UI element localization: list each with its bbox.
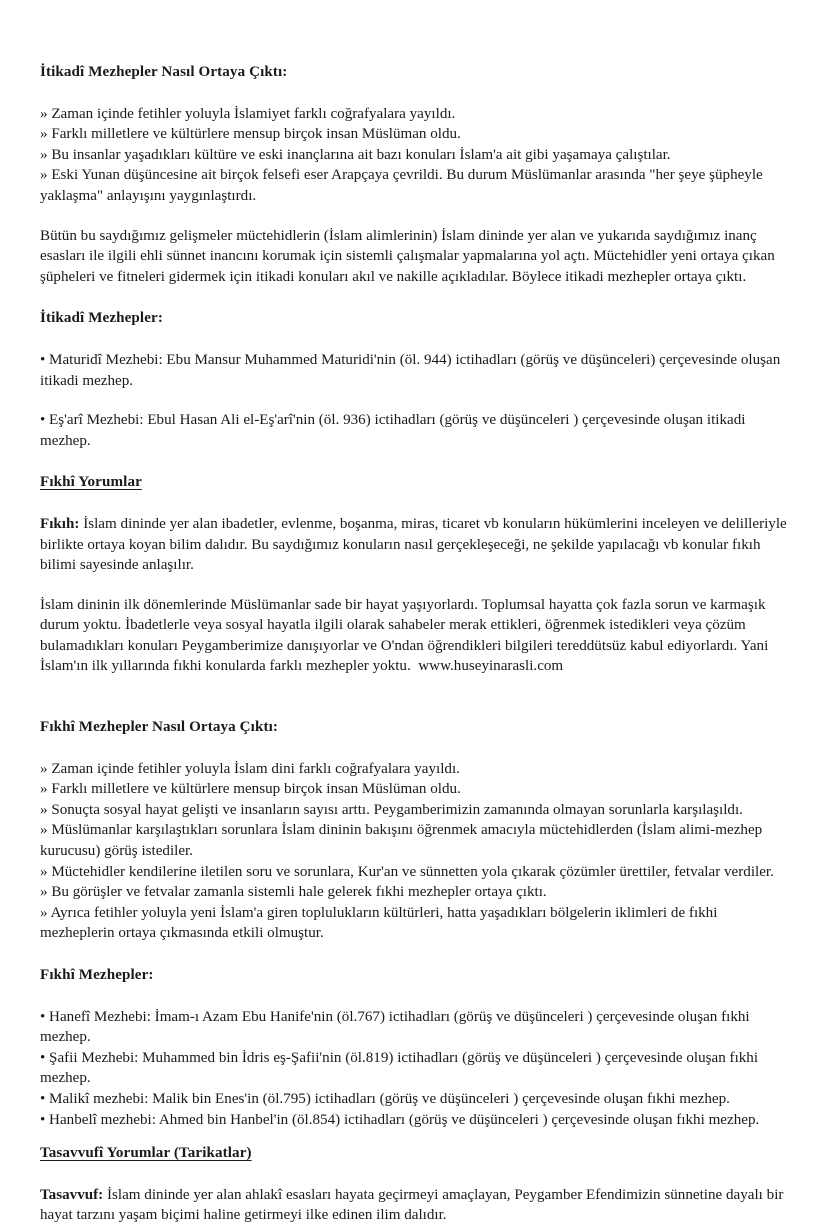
arrow-list-itikadi (40, 104, 790, 207)
list-item: » Zaman içinde fetihler yoluyla İslamiyet farklı coğrafyalara yayıldı. (40, 105, 456, 122)
spacer (40, 329, 790, 350)
heading-tasavvufi-yorumlar: Tasavvufî Yorumlar (Tarikatlar) (40, 1145, 252, 1162)
definition-tasavvuf (40, 1185, 790, 1226)
spacer (40, 677, 790, 698)
heading-fikhi-yorumlar: Fıkhî Yorumlar (40, 474, 142, 491)
list-item: » Sonuçta sosyal hayat gelişti ve insanların sayısı arttı. Peygamberimizin zamanında olmayan sorunlarla karşılaşıldı. (40, 801, 743, 818)
bullet-list-fikhi-mezhepler (40, 1007, 790, 1131)
list-item: • Hanbelî mezhebi: Ahmed bin Hanbel'in (öl.854) ictihadları (görüş ve düşünceleri ) çerçevesinde oluşan fıkhi mezhep. (40, 1111, 760, 1128)
list-item: » Zaman içinde fetihler yoluyla İslam dini farklı coğrafyalara yayıldı. (40, 760, 460, 777)
spacer (40, 83, 790, 104)
heading-itikadi-mezhepler: İtikadî Mezhepler: (40, 310, 163, 327)
list-item: » Müctehidler kendilerine iletilen soru ve sorunlara, Kur'an ve sünnetten yola çıkarak çözümler ürettiler, fetvalar verdiler. (40, 863, 774, 880)
spacer (40, 944, 790, 965)
spacer (40, 1130, 790, 1143)
list-item: » Farklı milletlere ve kültürlere mensup birçok insan Müslüman oldu. (40, 126, 461, 143)
spacer (40, 986, 790, 1007)
spacer (40, 391, 790, 410)
list-item: • Şafii Mezhebi: Muhammed bin İdris eş-Şafii'nin (öl.819) ictihadları (görüş ve düşünceleri ) çerçevesinde oluşan fıkhi mezhep. (40, 1049, 759, 1087)
list-item: » Bu insanlar yaşadıkları kültüre ve eski inançlarına ait bazı konuları İslam'a ait gibi yaşamaya çalıştılar. (40, 146, 671, 163)
list-item: » Eski Yunan düşüncesine ait birçok felsefi eser Arapçaya çevrildi. Bu durum Müslümanlar arasında "her şeye şüpheyle yaklaşma" anlayışını yaygınlaştırdı. (40, 167, 763, 204)
bullet-item-maturidi: • Maturidî Mezhebi: Ebu Mansur Muhammed Maturidi'nin (öl. 944) ictihadları (görüş ve düşünceleri) çerçevesinde oluşan itikadi mezhep. (40, 351, 781, 389)
heading-fikhi-mezhepler: Fıkhî Mezhepler: (40, 967, 154, 983)
list-item: » Müslümanlar karşılaştıkları sorunlara İslam dininin bakışını öğrenmek amacıyla müctehidlerden (İslam alimi-mezhep kurucusu) görüş istediler. (40, 822, 763, 860)
document-body (40, 62, 790, 1226)
heading-fikhi-nasil-ortaya-cikti: Fıkhî Mezhepler Nasıl Ortaya Çıktı: (40, 719, 278, 736)
paragraph-ilk-donem (40, 595, 790, 677)
definition-text-tasavvuf: İslam dininde yer alan ahlakî esasları hayata geçirmeyi amaçlayan, Peygamber Efendimizin sünnetine dayalı bir hayat tarzını yaşam biçimi haline getirmeyi ilke edinen ilim dalıdır. (40, 1186, 784, 1224)
definition-fikih (40, 514, 790, 576)
spacer (40, 451, 790, 472)
watermark-url: www.huseyinarasli.com (410, 658, 564, 675)
arrow-list-fikhi (40, 759, 790, 944)
definition-text-fikih: İslam dininde yer alan ibadetler, evlenme, boşanma, miras, ticaret vb konuların hükümlerini inceleyen ve delilleriyle birlikte ortaya koyan bilim dalıdır. Bu saydığımız konuların nasıl gerçekleşeceği, ne şekilde yapılacağı vb konular fıkıh bilimi sayesinde anlaşılır. (40, 515, 787, 574)
spacer (40, 1164, 790, 1185)
list-item: • Hanefî Mezhebi: İmam-ı Azam Ebu Hanife'nin (öl.767) ictihadları (görüş ve düşünceleri ) çerçevesinde oluşan fıkhi mezhep. (40, 1008, 750, 1046)
definition-term-tasavvuf: Tasavvuf: (40, 1186, 104, 1203)
spacer (40, 738, 790, 759)
list-item: » Farklı milletlere ve kültürlere mensup birçok insan Müslüman oldu. (40, 781, 461, 798)
spacer (40, 698, 790, 717)
definition-term-fikih: Fıkıh: (40, 515, 80, 532)
paragraph-text: İslam dininin ilk dönemlerinde Müslümanlar sade bir hayat yaşıyorlardı. Toplumsal hayatta çok fazla sorun ve karmaşık durum yoktu. İbadetlerle veya sosyal hayatla ilgili olarak sahabeler merak ettikleri, öğrenmek istedikleri veya çözüm bulamadıkları konuları Peygamberimize danışıyorlar ve O'ndan öğrendikleri bilgileri tereddütsüz kabul ediyorlardı. Yani İslam'ın ilk yıllarında fıkhi konularda farklı mezhepler yoktu. (40, 596, 769, 675)
spacer (40, 576, 790, 595)
list-item: • Malikî mezhebi: Malik bin Enes'in (öl.795) ictihadları (görüş ve düşünceleri ) çerçevesinde oluşan fıkhi mezhep. (40, 1090, 730, 1107)
bullet-item-esari: • Eş'arî Mezhebi: Ebul Hasan Ali el-Eş'arî'nin (öl. 936) ictihadları (görüş ve düşünceleri ) çerçevesinde oluşan itikadi mezhep. (40, 412, 746, 449)
paragraph-itikadi-aciklama: Bütün bu saydığımız gelişmeler müctehidlerin (İslam alimlerinin) İslam dininde yer alan ve yukarıda saydığımız inanç esasları ile ilgili ehli sünnet inancını korumak için sistemli çalışmalar yapmalarına yol açtı. Müctehidler yeni ortaya çıkan şüpheleri ve fitneleri gidermek için itikadi konuları akıl ve nakille açıkladılar. Böylece itikadi mezhepler ortaya çıktı. (40, 227, 775, 285)
heading-itikadi-nasil-ortaya-cikti: İtikadî Mezhepler Nasıl Ortaya Çıktı: (40, 64, 288, 80)
spacer (40, 287, 790, 308)
spacer (40, 207, 790, 226)
spacer (40, 493, 790, 514)
list-item: » Ayrıca fetihler yoluyla yeni İslam'a giren toplulukların kültürleri, hatta yaşadıkları bölgelerin iklimleri de fıkhi mezheplerin ortaya çıkmasında etkili olmuştur. (40, 904, 718, 942)
list-item: » Bu görüşler ve fetvalar zamanla sistemli hale gelerek fıkhi mezhepler ortaya çıktı. (40, 884, 547, 901)
